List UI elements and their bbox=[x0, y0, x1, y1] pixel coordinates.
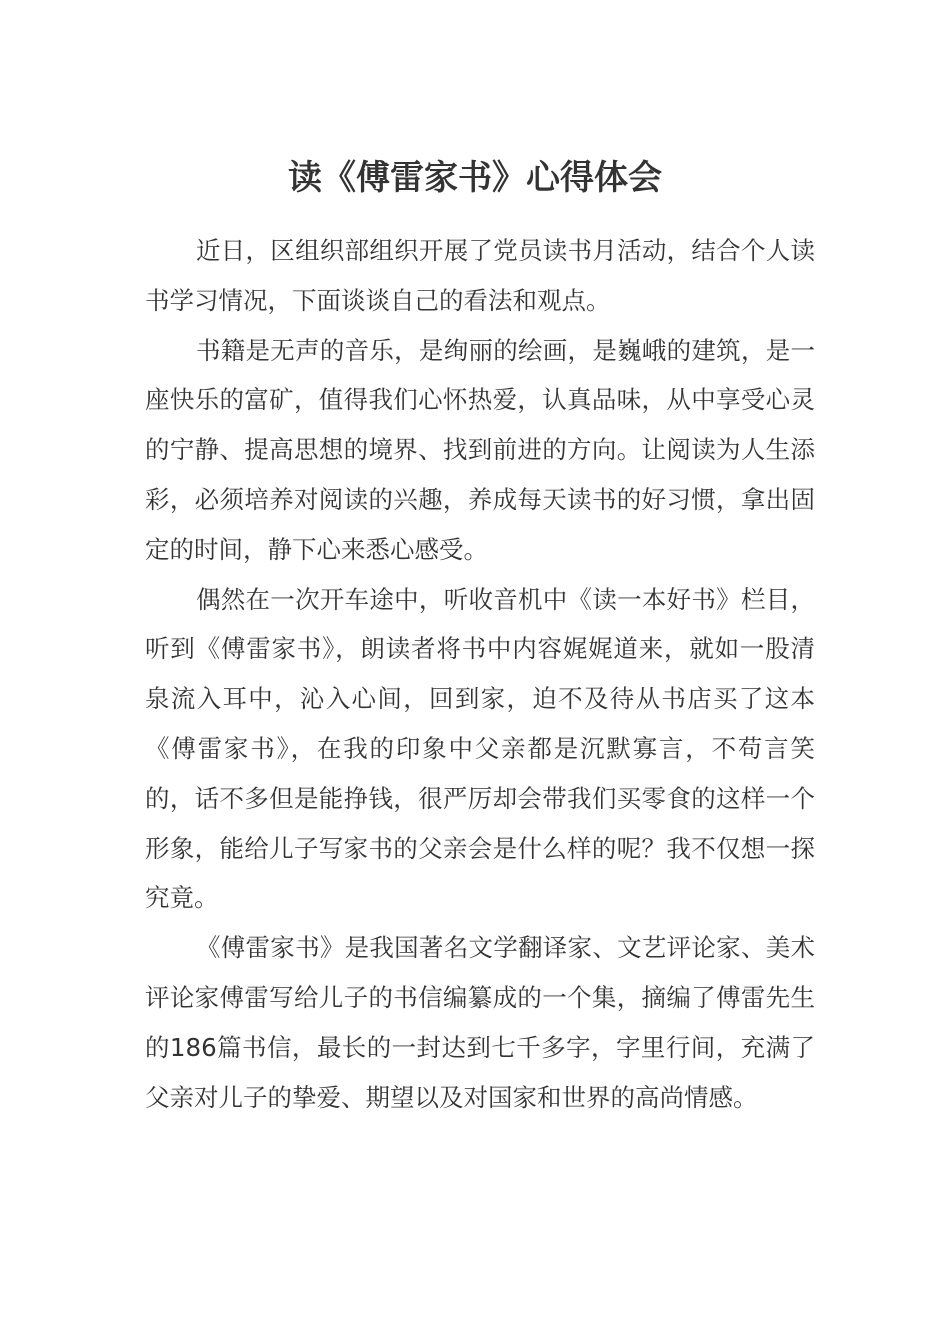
paragraph-2: 书籍是无声的音乐，是绚丽的绘画，是巍峨的建筑，是一座快乐的富矿，值得我们心怀热爱，认真品味，从中享受心灵的宁静、提高思想的境界、找到前进的方向。让阅读为人生添彩，必须培养对阅读的兴趣，养成每天读书的好习惯，拿出固定的时间，静下心来悉心感受。 bbox=[145, 335, 815, 564]
paragraph-4: 《傅雷家书》是我国著名文学翻译家、文艺评论家、美术评论家傅雷写给儿子的书信编纂成的一个集，摘编了傅雷先生的186篇书信，最长的一封达到七千多字，字里行间，充满了父亲对儿子的挚爱、期望以及对国家和世界的高尚情感。 bbox=[145, 933, 815, 1112]
document-title: 读《傅雷家书》心得体会 bbox=[288, 158, 662, 198]
document-body bbox=[145, 226, 815, 1122]
paragraph-3: 偶然在一次开车途中，听收音机中《读一本好书》栏目，听到《傅雷家书》，朗读者将书中内容娓娓道来，就如一股清泉流入耳中，沁入心间，回到家，迫不及待从书店买了这本《傅雷家书》，在我的印象中父亲都是沉默寡言，不苟言笑的，话不多但是能挣钱，很严厉却会带我们买零食的这样一个形象，能给儿子写家书的父亲会是什么样的呢？我不仅想一探究竟。 bbox=[145, 584, 815, 913]
paragraph-1: 近日，区组织部组织开展了党员读书月活动，结合个人读书学习情况，下面谈谈自己的看法和观点。 bbox=[145, 236, 815, 315]
